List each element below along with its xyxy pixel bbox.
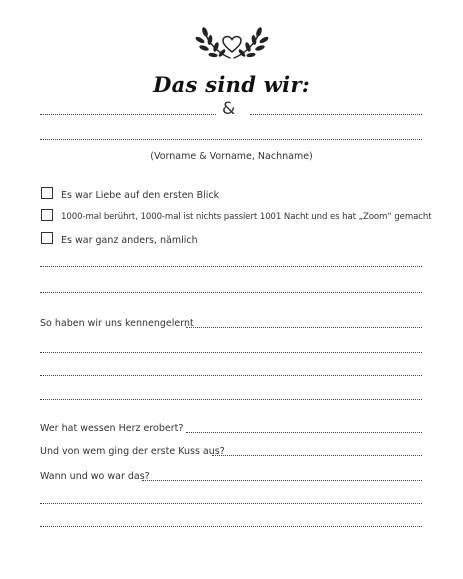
checkbox-zoom[interactable]	[41, 209, 53, 221]
checkbox-label-different: Es war ganz anders, nämlich	[61, 235, 198, 246]
laurel-heart-icon	[190, 18, 274, 64]
name-1-line[interactable]	[40, 114, 216, 115]
answer-line[interactable]	[40, 292, 422, 293]
answer-line[interactable]	[40, 352, 422, 353]
answer-line-kiss[interactable]	[212, 455, 422, 456]
question-heart: Wer hat wessen Herz erobert?	[40, 423, 184, 434]
answer-line[interactable]	[40, 266, 422, 267]
name-2-line[interactable]	[250, 114, 422, 115]
ampersand: &	[222, 99, 236, 119]
question-kiss: Und von wem ging der erste Kuss aus?	[40, 446, 225, 457]
question-met: So haben wir uns kennengelernt	[40, 318, 194, 329]
checkbox-different[interactable]	[41, 232, 53, 244]
answer-line-heart[interactable]	[186, 432, 422, 433]
answer-line[interactable]	[40, 399, 422, 400]
question-when-where: Wann und wo war das?	[40, 471, 150, 482]
surname-line[interactable]	[40, 139, 422, 140]
names-caption: (Vorname & Vorname, Nachname)	[150, 151, 313, 162]
answer-line[interactable]	[40, 503, 422, 504]
answer-line-when-where[interactable]	[142, 480, 422, 481]
checkbox-label-first-sight: Es war Liebe auf den ersten Blick	[61, 190, 220, 201]
answer-line-met[interactable]	[186, 327, 422, 328]
answer-line[interactable]	[40, 375, 422, 376]
checkbox-label-zoom: 1000-mal berührt, 1000-mal ist nichts passiert 1001 Nacht und es hat „Zoom“ gemacht	[61, 212, 432, 222]
checkbox-first-sight[interactable]	[41, 187, 53, 199]
answer-line[interactable]	[40, 526, 422, 527]
page-title: Das sind wir:	[153, 72, 310, 97]
